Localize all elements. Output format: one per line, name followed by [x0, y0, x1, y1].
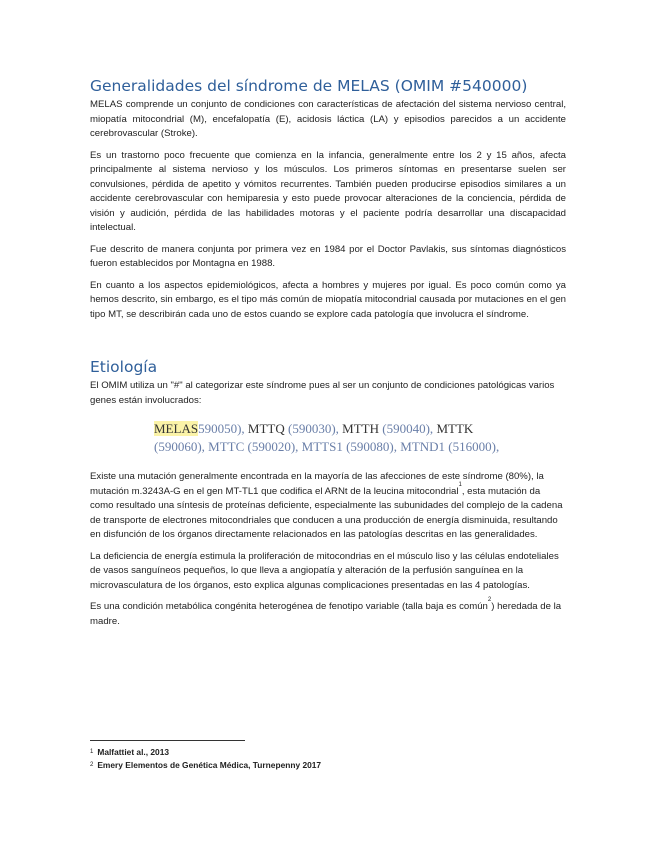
footnote-divider: [90, 740, 245, 741]
paragraph-definition: MELAS comprende un conjunto de condiciones con características de afectación del sistema nervioso central, miopatía mitocondrial (M), encefalopatía (E), acidosis láctica (LA) y episodios parecidos a un accidente cerebrovascular (Stroke).: [90, 99, 566, 139]
document-page: [90, 76, 566, 636]
section-heading-generalidades: Generalidades del síndrome de MELAS (OMIM #540000): [90, 77, 528, 95]
paragraph-history: Fue descrito de manera conjunta por primera vez en 1984 por el Doctor Pavlakis, sus síntomas diagnósticos fueron establecidos por Montagna en 1988.: [90, 243, 566, 269]
footnote-1: $^1$ Malfattiet al., 2013: [90, 747, 170, 757]
gene-melas: MELAS: [154, 421, 199, 436]
paragraph-energy-deficiency: La deficiencia de energía estimula la proliferación de mitocondrias en el músculo liso y las células endoteliales de vasos sanguíneos pequeños, lo que lleva a angiopatía y alteración de la perfusión sanguínea en la microvasculatura de los órganos, esto explica algunas complicaciones presentadas en las 4 patologías.: [90, 550, 559, 591]
footnotes: [90, 740, 490, 772]
gene-list-line2: (590060), MTTC (590020), MTTS1 (590080), MTND1 (516000),: [154, 439, 500, 454]
paragraph-symptoms: Es un trastorno poco frecuente que comienza en la infancia, generalmente entre los 2 y 15 años, afecta principalmente al sistema nervioso y los músculos. Los primeros síntomas en presentarse suelen ser convulsiones, pérdida de apetito y vómitos recurrentes. También pueden producirse episodios similares a un accidente cerebrovascular con hemiparesia y esto puede provocar alteraciones de la conciencia, pérdida de visión y audición, pérdida de las habilidades motoras y el paciente podría desarrollar una discapacidad intelectual.: [90, 149, 566, 233]
gene-list-image: MELAS590050), MTTQ (590030), MTTH (590040), MTTK (590060), MTTC (590020), MTTS1 (590080), MTND1 (516000),: [154, 421, 500, 454]
paragraph-epidemiology: En cuanto a los aspectos epidemiológicos, afecta a hombres y mujeres por igual. Es poco común como ya hemos descrito, sin embargo, es el tipo más común de miopatía mitocondrial causada por mutaciones en el gen tipo MT, se describirán cada uno de estos cuando se explore cada patología que involucra el síndrome.: [90, 279, 566, 320]
footnote-ref-2[interactable]: 2: [487, 597, 492, 603]
paragraph-omim: El OMIM utiliza un "#" al categorizar este síndrome pues al ser un conjunto de condiciones patológicas varios genes están involucrados:: [90, 380, 555, 406]
section-heading-etiologia: Etiología: [90, 358, 158, 376]
footnote-ref-1[interactable]: 1: [458, 481, 462, 488]
section-spacer: [90, 329, 566, 357]
paragraph-mutation: Existe una mutación generalmente encontrada en la mayoría de las afecciones de este síndrome (80%), la mutación m.3243A-G en el gen MT-TL1 que codifica el ARNt de la leucina mitocondrial$^1$, esta mutación da como resultado una síntesis de proteínas deficiente, especialmente las subunidades del complejo de la cadena de transporte de electrones mitocondriales que conducen a una producción de energía disminuida, resultando en disfunción de los órganos directamente relacionados en las patologías descritas en las generalidades.: [90, 471, 563, 540]
paragraph-inheritance: Es una condición metabólica congénita heterogénea de fenotipo variable (talla baja es común$^2$) heredada de la madre.: [90, 597, 562, 627]
footnote-2: $^2$ Emery Elementos de Genética Médica, Turnepenny 2017: [90, 760, 322, 770]
